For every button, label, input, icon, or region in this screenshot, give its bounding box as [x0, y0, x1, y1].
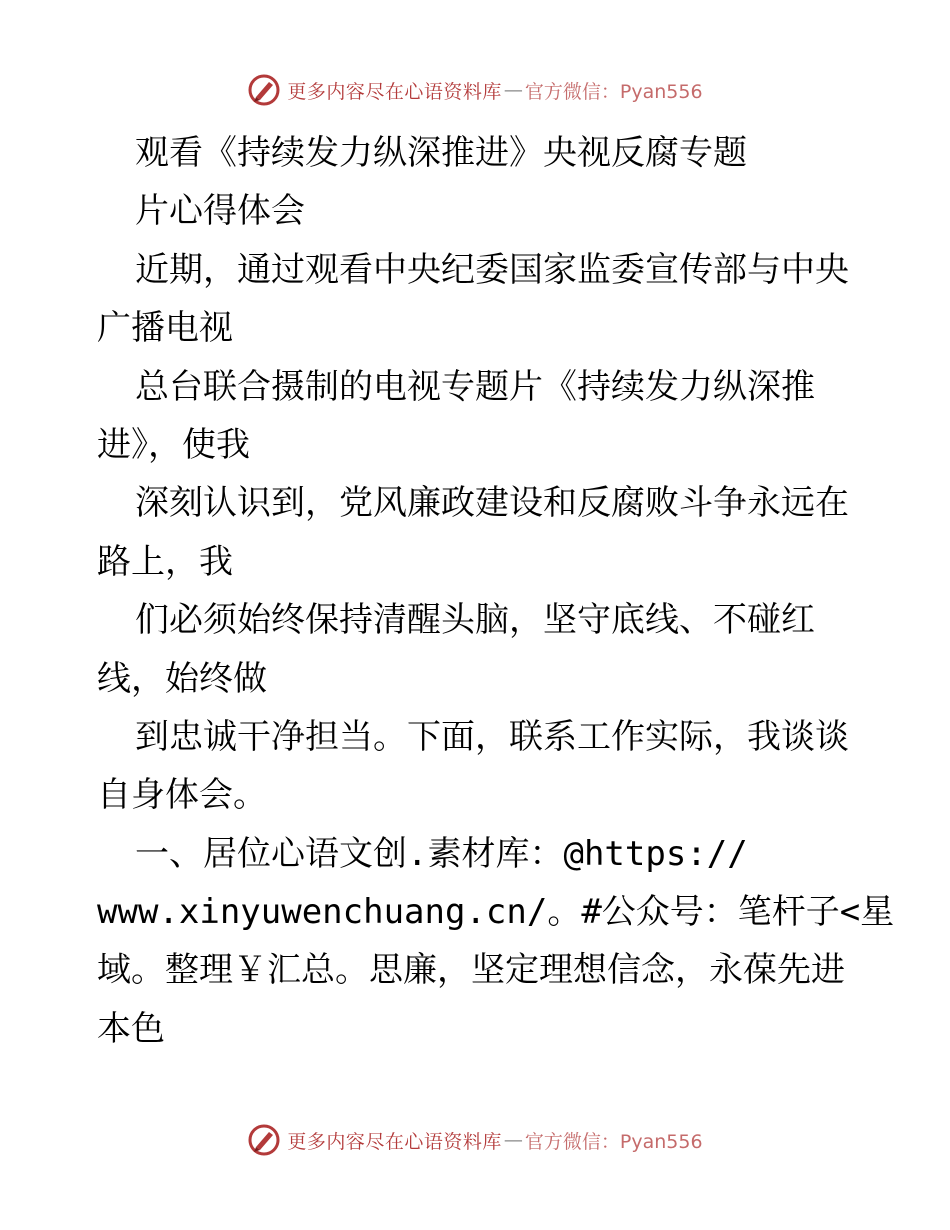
paragraph-line: 线，始终做 — [97, 658, 267, 699]
paragraph-line: 广播电视 — [97, 308, 233, 349]
pen-logo-icon — [247, 73, 281, 107]
header-banner-wechat: 官方微信：Pyan556 — [524, 80, 703, 103]
footer-banner-separator: — — [503, 1129, 523, 1151]
section-heading-line: 域。整理￥汇总。思廉，坚定理想信念，永葆先进 — [97, 950, 845, 991]
paragraph-line: 自身体会。 — [97, 775, 267, 816]
title-line-2: 片心得体会 — [135, 191, 305, 232]
paragraph-line: 进》，使我 — [97, 424, 250, 465]
document-body — [97, 124, 895, 1058]
paragraph-line: 近期，通过观看中央纪委国家监委宣传部与中央 — [135, 249, 849, 290]
paragraph-line: 路上，我 — [97, 541, 233, 582]
header-banner[interactable] — [0, 70, 950, 110]
paragraph-line: 总台联合摄制的电视专题片《持续发力纵深推 — [135, 366, 815, 407]
header-banner-text: 更多内容尽在心语资料库 — [287, 80, 502, 103]
footer-banner[interactable] — [0, 1120, 950, 1160]
paragraph-line: 深刻认识到，党风廉政建设和反腐败斗争永远在 — [135, 483, 849, 524]
section-heading-line: 一、居位心语文创.素材库：@https:// — [135, 833, 748, 874]
pen-logo-icon — [247, 1123, 281, 1157]
paragraph-line: 到忠诚干净担当。下面，联系工作实际，我谈谈 — [135, 716, 849, 757]
footer-banner-wechat: 官方微信：Pyan556 — [524, 1130, 703, 1153]
header-banner-separator: — — [503, 79, 523, 101]
footer-banner-text: 更多内容尽在心语资料库 — [287, 1130, 502, 1153]
section-heading-line: www.xinyuwenchuang.cn/。#公众号：笔杆子<星 — [97, 892, 895, 933]
title-line-1: 观看《持续发力纵深推进》央视反腐专题 — [135, 133, 747, 173]
section-heading-line: 本色 — [97, 1008, 165, 1049]
paragraph-line: 们必须始终保持清醒头脑，坚守底线、不碰红 — [135, 600, 815, 641]
